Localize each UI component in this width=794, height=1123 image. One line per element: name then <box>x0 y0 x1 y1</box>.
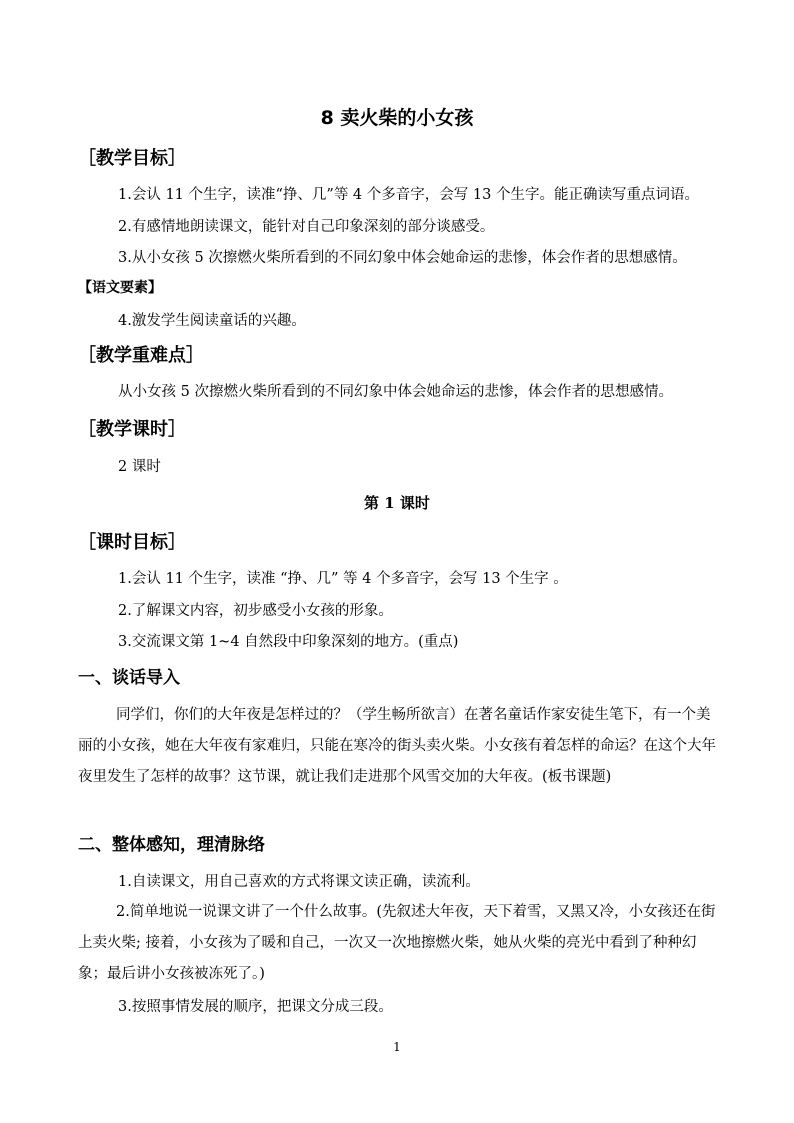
yuwen-elements-label: 【语文要素】 <box>78 280 162 296</box>
objective-item-3: 3.从小女孩 5 次擦燃火柴所看到的不同幻象中体会她命运的悲惨，体会作者的思想感情。 <box>118 250 687 266</box>
objective-item-2: 2.有感情地朗读课文，能针对自己印象深刻的部分谈感受。 <box>118 219 495 235</box>
lesson-goal-2: 2.了解课文内容，初步感受小女孩的形象。 <box>118 603 393 619</box>
key-points-text: 从小女孩 5 次擦燃火柴所看到的不同幻象中体会她命运的悲惨，体会作者的思想感情。 <box>118 384 673 400</box>
key-points-heading: ［教学重难点］ <box>78 345 204 366</box>
hours-heading: ［教学课时］ <box>78 419 186 440</box>
objective-item-4: 4.激发学生阅读童话的兴趣。 <box>118 313 306 329</box>
lesson-goals-heading: ［课时目标］ <box>78 532 186 553</box>
section1-heading: 一、谈话导入 <box>78 668 180 688</box>
section2-item-3: 3.按照事情发展的顺序，把课文分成三段。 <box>118 999 393 1015</box>
section2-item-1: 1.自读课文，用自己喜欢的方式将课文读正确，读流利。 <box>118 874 480 890</box>
lesson-goal-1: 1.会认 11 个生字，读准 “挣、几” 等 4 个多音字，会写 13 个生字 。 <box>118 571 568 587</box>
section1-paragraph-text: 同学们，你们的大年夜是怎样过的？（学生畅所欲言）在著名童话作家安徒生笔下，有一个美丽的小女孩，她在大年夜有家难归，只能在寒冷的街头卖火柴。小女孩有着怎样的命运？在这个大年夜里发生了怎样的故事？这节课，就让我们走进那个风雪交加的大年夜。(板书课题) <box>78 707 716 785</box>
objective-item-1: 1.会认 11 个生字，读准“挣、几”等 4 个多音字，会写 13 个生字。能正确读写重点词语。 <box>118 187 699 203</box>
section2-item-2 <box>78 897 718 990</box>
section2-item-2-text: 2.简单地说一说课文讲了一个什么故事。(先叙述大年夜，天下着雪，又黑又冷，小女孩还在街上卖火柴; 接着，小女孩为了暖和自己，一次又一次地擦燃火柴，她从火柴的亮光中看到了种种幻象；最后讲小女孩被冻死了。) <box>78 904 716 982</box>
lesson-goal-3: 3.交流课文第 1~4 自然段中印象深刻的地方。(重点) <box>118 634 459 650</box>
lesson1-heading: 第 1 课时 <box>364 494 430 512</box>
lesson-title: 8 卖火柴的小女孩 <box>320 107 474 129</box>
section1-paragraph <box>78 700 718 793</box>
hours-text: 2 课时 <box>118 459 161 475</box>
objectives-heading: ［教学目标］ <box>78 148 186 169</box>
page-number: 1 <box>393 1040 401 1054</box>
section2-heading: 二、整体感知，理清脉络 <box>78 835 265 855</box>
